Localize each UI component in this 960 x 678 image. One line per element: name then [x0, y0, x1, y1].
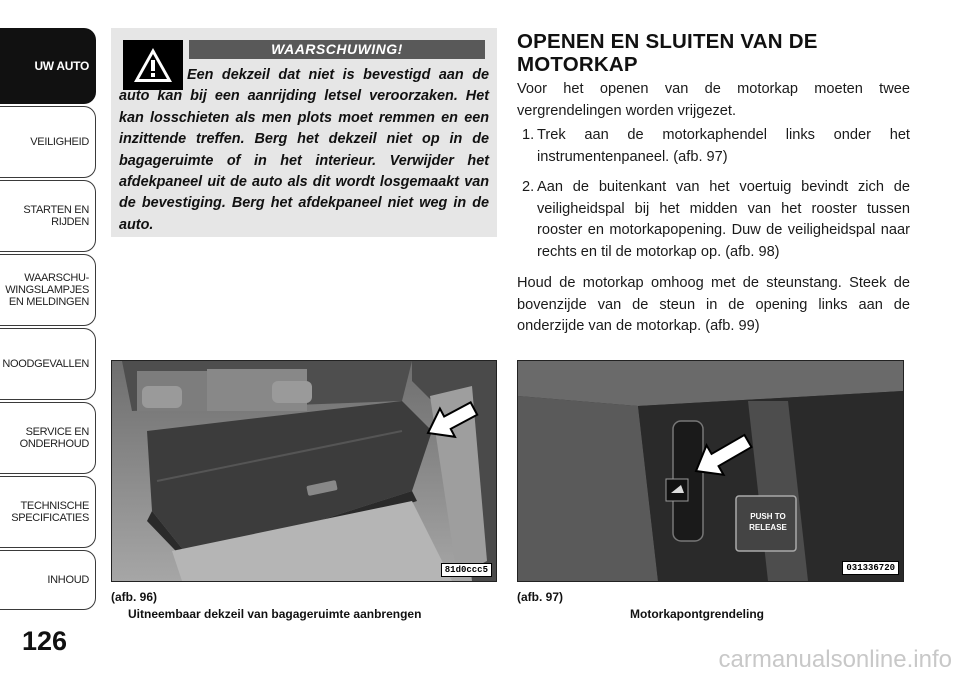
list-item [517, 125, 910, 168]
list-item-number: 1. [522, 127, 535, 143]
tab-uw-auto[interactable]: UW AUTO [0, 28, 96, 104]
section-outro: Houd de motorkap omhoog met de steunstang. Steek de bovenzijde van de steun in de opening links aan de onderzijde van de motorkap. (afb. 99) [517, 275, 910, 335]
tab-waarschuwingslampjes[interactable]: WAARSCHU- WINGSLAMPJES EN MELDINGEN [0, 254, 96, 326]
tab-inhoud[interactable]: INHOUD [0, 550, 96, 610]
figure-caption: Motorkapontgrendeling [630, 607, 764, 621]
warning-text: Een dekzeil dat niet is bevestigd aan de auto kan bij een aanrijding letsel veroorzaken. Het kan losschieten als men plots moet remmen en een inzittende treffen. Berg het dekzeil niet op in de bagageruimte of in het interieur. Verwijder het afdekpaneel uit de auto als dit wordt losgemaakt van de bevestiging. Berg het afdekpaneel niet weg in de auto. [119, 67, 489, 233]
figure-caption: Uitneembaar dekzeil van bagageruimte aanbrengen [128, 607, 422, 621]
page-number: 126 [22, 626, 68, 656]
tab-starten-en-rijden[interactable]: STARTEN EN RIJDEN [0, 180, 96, 252]
warning-box [111, 28, 497, 237]
push-to-release-label [744, 511, 792, 533]
section-title: OPENEN EN SLUITEN VAN DE MOTORKAP [517, 30, 818, 76]
warning-title: WAARSCHUWING! [189, 40, 485, 59]
push-label-line1: PUSH TO [750, 512, 786, 521]
hood-release-illustration [518, 361, 903, 581]
figure-code-label: 031336720 [842, 561, 899, 575]
list-item [517, 177, 910, 263]
list-item-text: Trek aan de motorkaphendel links onder het instrumentenpaneel. (afb. 97) [537, 127, 910, 165]
figure-number: (afb. 97) [517, 590, 564, 604]
tab-service-en-onderhoud[interactable]: SERVICE EN ONDERHOUD [0, 402, 96, 474]
figure-number: (afb. 96) [111, 590, 158, 604]
figure-code-label: 81d0ccc5 [441, 563, 492, 577]
tab-veiligheid[interactable]: VEILIGHEID [0, 106, 96, 178]
tab-noodgevallen[interactable]: NOODGEVALLEN [0, 328, 96, 400]
list-item-number: 2. [522, 179, 535, 195]
watermark: carmanualsonline.info [718, 646, 952, 673]
list-item-text: Aan de buitenkant van het voertuig bevindt zich de veiligheidspal bij het midden van het rooster tussen rooster en motorkapopening. Duw de veiligheidspal naar rechts en til de motorkap op. (afb. 98) [537, 179, 910, 260]
figure-hood-release [517, 360, 904, 582]
section-intro: Voor het openen van de motorkap moeten twee vergrendelingen worden vrijgezet. [517, 81, 910, 119]
tab-technische-specificaties[interactable]: TECHNISCHE SPECIFICATIES [0, 476, 96, 548]
push-label-line2: RELEASE [749, 523, 787, 532]
cargo-cover-illustration [112, 361, 496, 581]
figure-cargo-cover [111, 360, 497, 582]
